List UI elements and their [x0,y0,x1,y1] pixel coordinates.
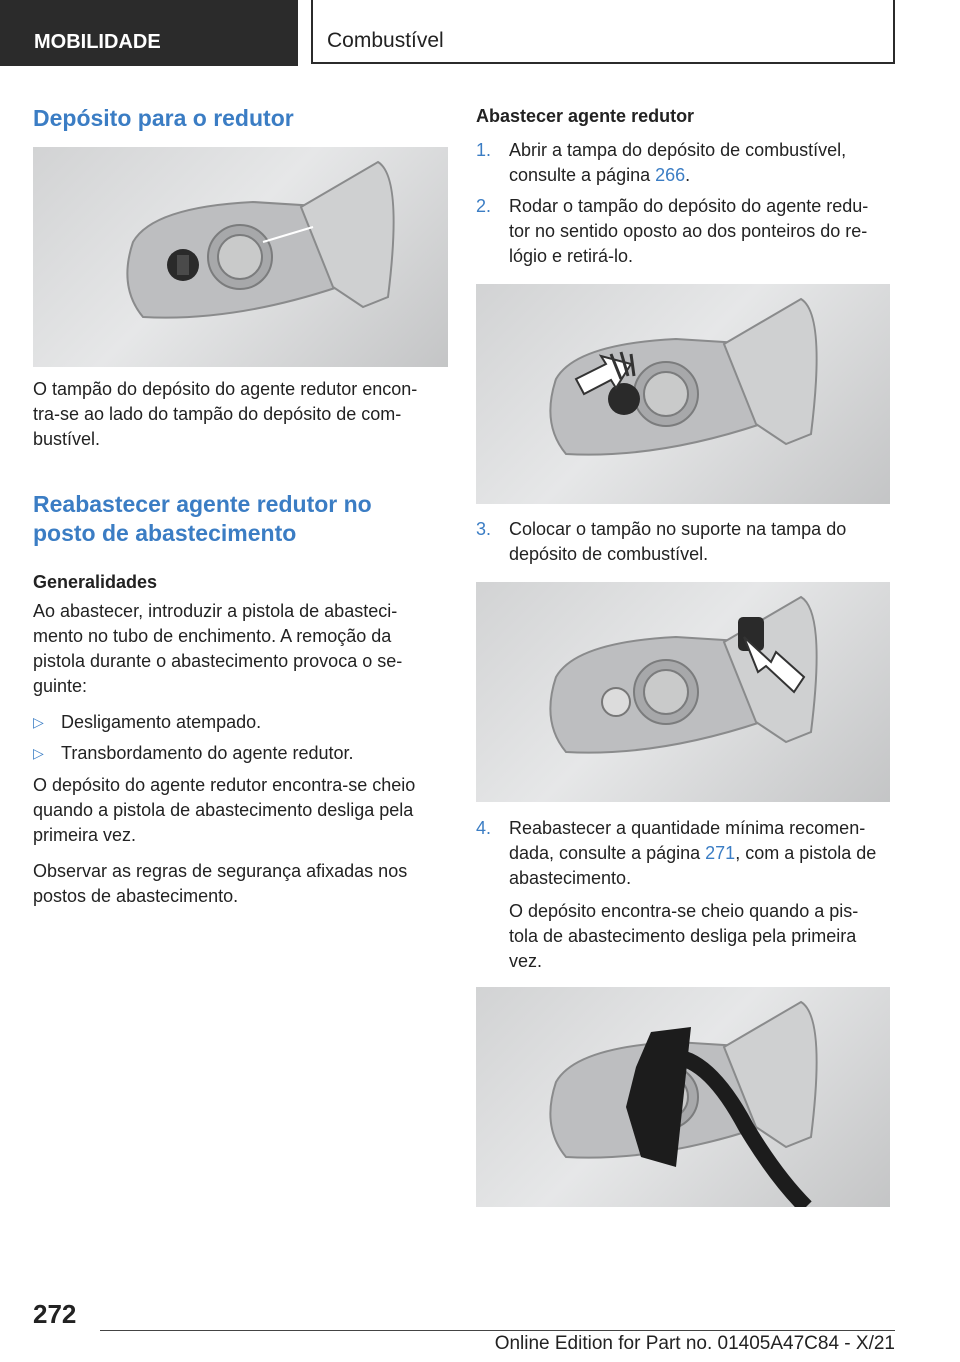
para4-line: Observar as regras de segurança afixadas nos [33,861,408,881]
heading-refill-station [33,490,372,548]
step-text: Abrir a tampa do depósito de combustível, [509,140,847,160]
chapter-label: Combustível [327,29,444,52]
page-link[interactable]: 271 [705,843,736,863]
step-text: , com a pistola de [735,843,877,863]
page-number: 272 [33,1299,77,1329]
para-general [33,599,448,699]
heading-reducer-tank: Depósito para o redutor [33,105,294,131]
heading-line: Reabastecer agente redutor no [33,491,372,517]
footer-edition: Online Edition for Part no. 01405A47C84 - X/21 [494,1333,895,1354]
bullet-text: Desligamento atempado. [61,712,262,732]
subheading-general: Generalidades [33,572,158,592]
note-text: vez. [509,951,543,971]
step-number: 2. [476,196,492,216]
para2-line: guinte: [33,676,88,696]
para2-line: mento no tubo de enchimento. A remoção da [33,626,392,646]
step-number: 4. [476,818,492,838]
bullet-text: Transbordamento do agente redutor. [61,743,354,763]
para1-line: tra-se ao lado do tampão do depósito de com- [33,404,402,424]
para2-line: pistola durante o abastecimento provoca o se- [33,651,403,671]
step-text: Colocar o tampão no suporte na tampa do [509,519,847,539]
para2-line: Ao abastecer, introduzir a pistola de abasteci- [33,601,398,621]
step-text: dada, consulte a página [509,843,706,863]
heading-line: posto de abastecimento [33,520,297,546]
section-tab [0,0,298,66]
para-cap-location [33,377,448,452]
section-label: MOBILIDADE [34,31,161,53]
chapter-tab [311,0,895,64]
para-safety [33,859,448,909]
step-text: depósito de combustível. [509,544,709,564]
step-text: . [685,165,691,185]
step-number: 3. [476,519,492,539]
figure-refuel-nozzle [476,987,890,1207]
subheading-refill: Abastecer agente redutor [476,106,695,126]
para1-line: bustível. [33,429,101,449]
para3-line: quando a pistola de abastecimento desliga pela [33,800,414,820]
page-link[interactable]: 266 [655,165,686,185]
footer-divider [100,1330,895,1331]
step-text: Rodar o tampão do depósito do agente redu- [509,196,869,216]
figure-fuel-flap-cap [33,147,448,367]
step-number: 1. [476,140,492,160]
para-full-tank [33,773,448,848]
step-text: lógio e retirá-lo. [509,246,634,266]
step-text: abastecimento. [509,868,632,888]
step-text: tor no sentido oposto ao dos ponteiros do re- [509,221,868,241]
step-text: consulte a página [509,165,656,185]
triangle-bullet-icon: ▷ [33,745,44,761]
para4-line: postos de abastecimento. [33,886,239,906]
para3-line: O depósito do agente redutor encontra-se cheio [33,775,416,795]
note-text: O depósito encontra-se cheio quando a pis- [509,901,859,921]
para3-line: primeira vez. [33,825,137,845]
para1-line: O tampão do depósito do agente redutor encon- [33,379,418,399]
note-text: tola de abastecimento desliga pela primeira [509,926,857,946]
step-text: Reabastecer a quantidade mínima recomen- [509,818,866,838]
triangle-bullet-icon: ▷ [33,714,44,730]
figure-rotate-cap [476,284,890,504]
figure-cap-holder [476,582,890,802]
